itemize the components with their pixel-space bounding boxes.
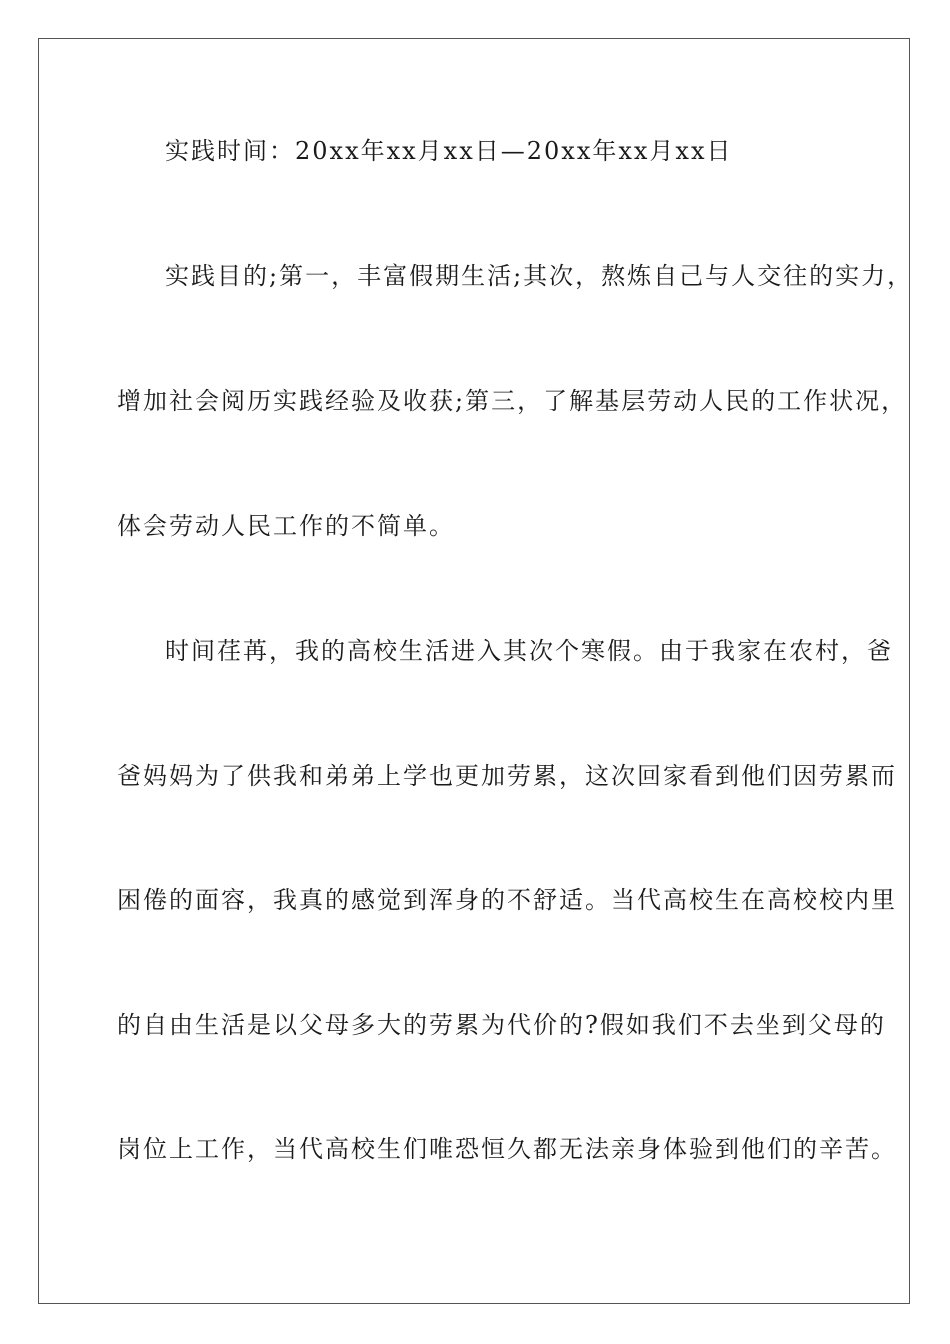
body-paragraph-line-1: 时间荏苒，我的高校生活进入其次个寒假。由于我家在农村，爸	[165, 637, 893, 665]
practice-purpose-line-1: 实践目的;第一，丰富假期生活;其次，熬炼自己与人交往的实力，	[165, 262, 914, 290]
body-paragraph-line-4: 的自由生活是以父母多大的劳累为代价的?假如我们不去坐到父母的	[117, 1011, 886, 1039]
body-paragraph-line-3: 困倦的面容，我真的感觉到浑身的不舒适。当代高校生在高校校内里	[117, 886, 897, 914]
practice-purpose-line-2: 增加社会阅历实践经验及收获;第三，了解基层劳动人民的工作状况，	[117, 387, 908, 415]
body-paragraph-line-2: 爸妈妈为了供我和弟弟上学也更加劳累，这次回家看到他们因劳累而	[117, 762, 897, 790]
body-paragraph-line-5: 岗位上工作，当代高校生们唯恐恒久都无法亲身体验到他们的辛苦。	[117, 1135, 897, 1163]
page-border	[38, 38, 914, 1304]
practice-time-line: 实践时间：20xx年xx月xx日—20xx年xx月xx日	[165, 137, 733, 165]
practice-purpose-line-3: 体会劳动人民工作的不简单。	[117, 512, 455, 540]
